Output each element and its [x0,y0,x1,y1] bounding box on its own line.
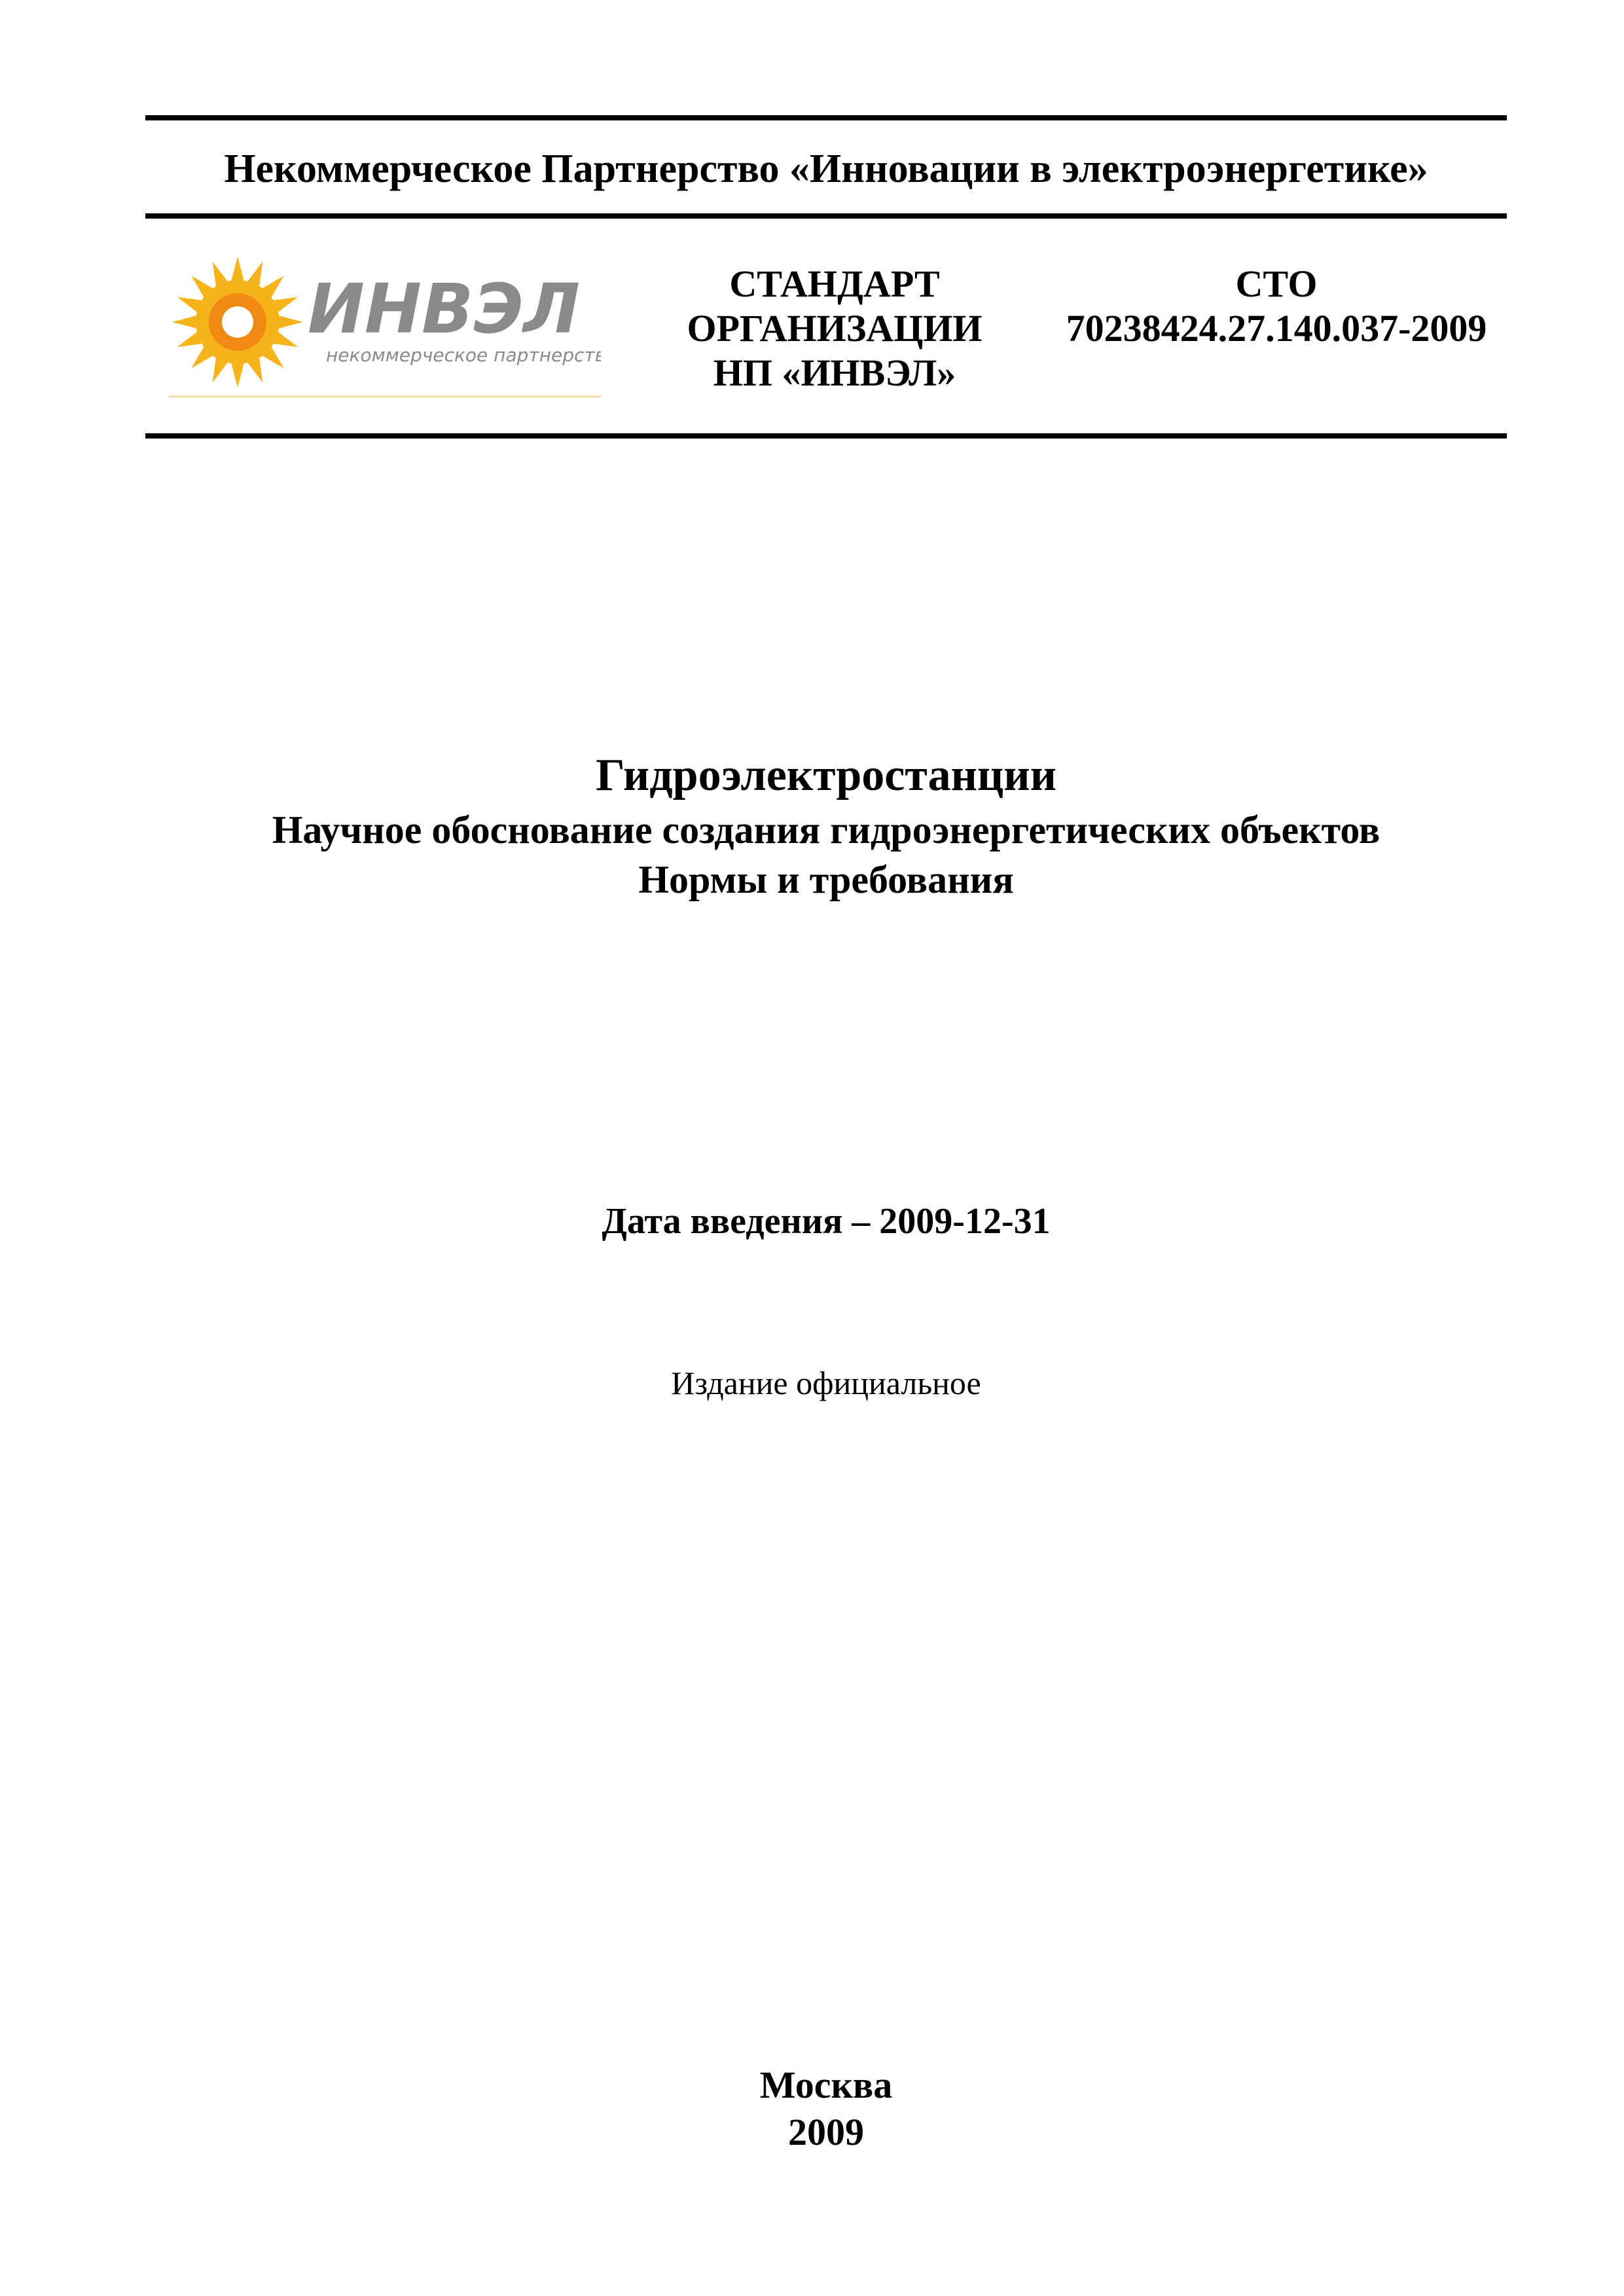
introduction-date: Дата введения – 2009-12-31 [602,1201,1051,1242]
logo-tagline: некоммерческое партнерство [326,344,601,366]
standard-line-2: ОРГАНИЗАЦИИ [687,307,983,350]
standard-line-1: СТАНДАРТ [729,262,940,305]
organization-title: Некоммерческое Партнерство «Инновации в электроэнергетике» [224,147,1428,191]
document-title [145,746,1507,905]
footer-city: Москва [759,2064,893,2106]
logo-wordmark: ИНВЭЛ [308,269,581,349]
footer-year: 2009 [788,2111,864,2153]
designation-prefix: СТО [1235,262,1318,305]
title-line-3: Нормы и требования [638,858,1014,901]
edition-note: Издание официальное [671,1365,981,1401]
standard-type [661,262,1008,395]
top-rule [145,115,1507,120]
invel-logo [169,249,601,399]
standard-line-3: НП «ИНВЭЛ» [713,351,956,394]
sun-icon [169,249,601,399]
designation-number: 70238424.27.140.037-2009 [1066,307,1487,350]
title-line-1: Гидроэлектростанции [596,750,1056,800]
header-bottom-rule [145,433,1507,439]
title-line-2: Научное обоснование создания гидроэнергетических объектов [272,808,1380,852]
standard-designation [1041,262,1512,351]
header-divider [145,213,1507,219]
publication-place-year [145,2062,1507,2156]
